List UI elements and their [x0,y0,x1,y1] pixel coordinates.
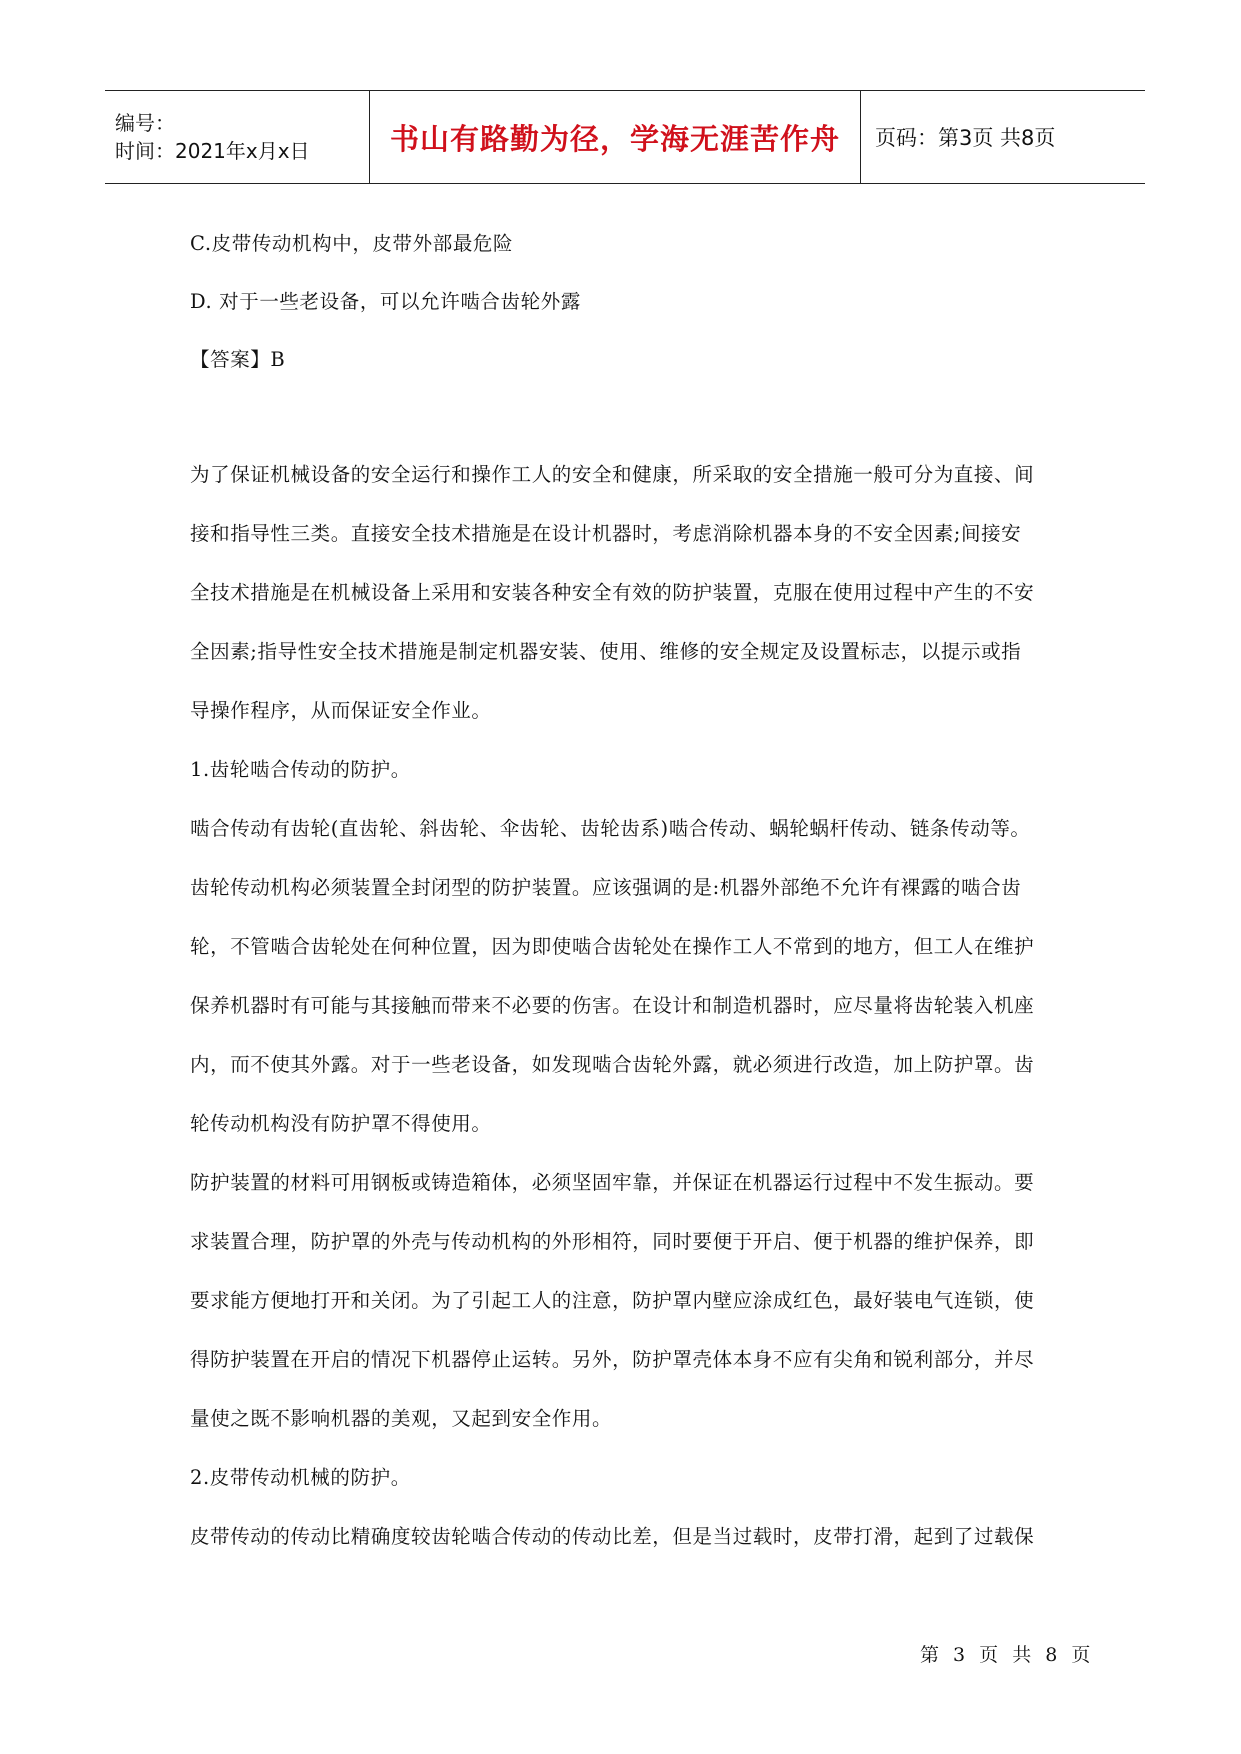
paragraph-line: 轮传动机构没有防护罩不得使用。 [190,1112,492,1135]
paragraph-line: 轮，不管啮合齿轮处在何种位置，因为即使啮合齿轮处在操作工人不常到的地方，但工人在维护 [190,935,1035,958]
option-c: C.皮带传动机构中，皮带外部最危险 [190,232,514,255]
paragraph-line: 为了保证机械设备的安全运行和操作工人的安全和健康，所采取的安全措施一般可分为直接、间 [190,463,1035,486]
paragraph-line: 接和指导性三类。直接安全技术措施是在设计机器时，考虑消除机器本身的不安全因素;间接安 [190,522,1022,545]
paragraph-line: 得防护装置在开启的情况下机器停止运转。另外，防护罩壳体本身不应有尖角和锐利部分，并尽 [190,1348,1035,1371]
section-title: 2.皮带传动机械的防护。 [190,1466,411,1489]
header-motto-cell [370,91,861,183]
section-title: 1.齿轮啮合传动的防护。 [190,758,411,781]
paragraph-line: 求装置合理，防护罩的外壳与传动机构的外形相符，同时要便于开启、便于机器的维护保养，即 [190,1230,1035,1253]
page-footer: 第 3 页 共 8 页 [920,1644,1095,1666]
page-code: 页码：第3页 共8页 [875,126,1056,150]
serial-label: 编号： [115,111,175,135]
time-label: 时间：2021年x月x日 [115,139,310,163]
header-left-cell [105,91,370,183]
paragraph-line: 皮带传动的传动比精确度较齿轮啮合传动的传动比差，但是当过载时，皮带打滑，起到了过载保 [190,1525,1035,1548]
paragraph-line: 啮合传动有齿轮(直齿轮、斜齿轮、伞齿轮、齿轮齿系)啮合传动、蜗轮蜗杆传动、链条传动等。 [190,817,1031,840]
paragraph-line: 内，而不使其外露。对于一些老设备，如发现啮合齿轮外露，就必须进行改造，加上防护罩。齿 [190,1053,1035,1076]
paragraph-line: 防护装置的材料可用钢板或铸造箱体，必须坚固牢靠，并保证在机器运行过程中不发生振动。要 [190,1171,1035,1194]
paragraph-line: 量使之既不影响机器的美观，又起到安全作用。 [190,1407,613,1430]
paragraph-line: 要求能方便地打开和关闭。为了引起工人的注意，防护罩内壁应涂成红色，最好装电气连锁，使 [190,1289,1035,1312]
intro-paragraph [190,445,1034,1566]
header-table [105,90,1145,184]
paragraph-line: 齿轮传动机构必须装置全封闭型的防护装置。应该强调的是:机器外部绝不允许有裸露的啮合齿 [190,876,1022,899]
header-page-cell [861,91,1145,183]
paragraph-line: 全因素;指导性安全技术措施是制定机器安装、使用、维修的安全规定及设置标志，以提示或指 [190,640,1022,663]
answer: 【答案】B [190,348,286,371]
paragraph-line: 全技术措施是在机械设备上采用和安装各种安全有效的防护装置，克服在使用过程中产生的不安 [190,581,1035,604]
paragraph-line: 保养机器时有可能与其接触而带来不必要的伤害。在设计和制造机器时，应尽量将齿轮装入机座 [190,994,1035,1017]
paragraph-line: 导操作程序，从而保证安全作业。 [190,699,492,722]
option-d: D. 对于一些老设备，可以允许啮合齿轮外露 [190,290,581,313]
motto-text: 书山有路勤为径，学海无涯苦作舟 [389,121,840,156]
